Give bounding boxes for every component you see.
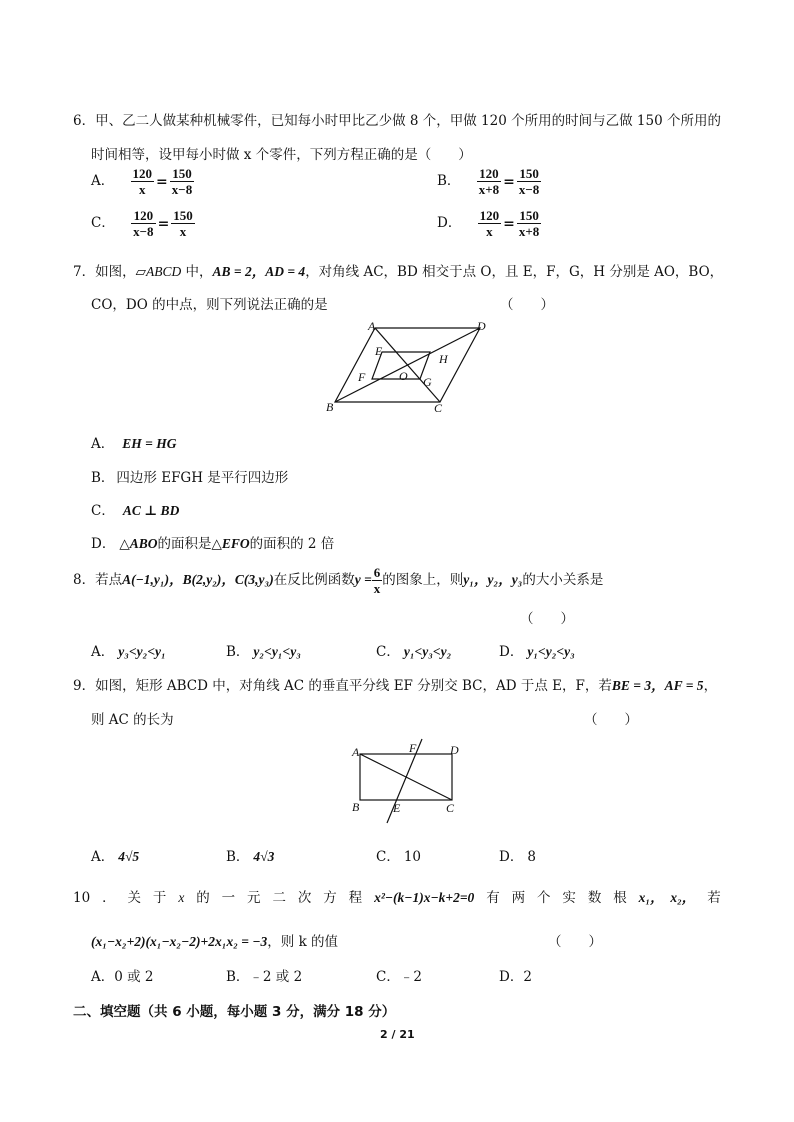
q6-line2: 时间相等，设甲每小时做 x 个零件，下列方程正确的是（ ） [91,147,472,163]
q9-option-a[interactable]: A． 4√5 [91,849,140,865]
q6-option-c[interactable]: C． $\frac{120}{x-8}$ = $\frac{150}{x}$ [91,208,193,239]
label-C: C [446,801,455,815]
label-D: D [477,319,486,333]
label-C: C [434,401,443,415]
q7-line1: 7．如图，▱ABCD 中，AB = 2，AD = 4，对角线 AC，BD 相交于点 O，且 E，F，G，H 分别是 AO，BO， [73,264,724,280]
label-B: B [326,400,334,414]
q7-condition: AB = 2，AD = 4 [212,264,306,279]
fraction: $\frac{120}{x-8}$ [133,208,154,239]
q7-option-c[interactable]: C． AC ⊥ BD [91,503,180,519]
option-label: C． [91,215,115,231]
q8-line1: 8．若点A(−1,y₁)，B(2,y₂)，C(3,y₃)在反比例函数y = $\frac{6}{x}$ 的图象上，则y₁，y₂，y₃的大小关系是 [73,565,604,596]
section-title: 二、填空题（共 6 小题，每小题 3 分，满分 18 分） [73,1004,396,1020]
label-H: H [439,352,448,366]
q10-option-c[interactable]: C．﹣2 [376,969,422,985]
fraction: $\frac{6}{x}$ [373,565,381,596]
q9-option-b[interactable]: B． 4√3 [226,849,275,865]
q10-line2: (x₁−x₂+2)(x₁−x₂−2)+2x₁x₂ = −3，则 k 的值 [91,934,339,950]
q8-option-d[interactable]: D． y₁<y₂<y₃ [499,644,575,660]
label-E: E [375,344,383,358]
label-B: B [352,800,360,814]
q9-line1: 9．如图，矩形 ABCD 中，对角线 AC 的垂直平分线 EF 分别交 BC，AD 于点 E，F，若BE = 3，AF = 5， [73,678,718,694]
q8-points: A(−1,y₁)，B(2,y₂)，C(3,y₃) [122,572,274,587]
fraction: $\frac{120}{x+8}$ [478,166,500,197]
q9-option-c[interactable]: C． 10 [376,849,422,865]
q9-option-d[interactable]: D． 8 [499,849,536,865]
q7-line2: CO，DO 的中点，则下列说法正确的是 [91,297,328,313]
label-D: D [450,743,459,757]
q6-option-d[interactable]: D． $\frac{120}{x}$ = $\frac{150}{x+8}$ [437,208,540,239]
q10-answer-paren: （ ） [548,934,602,950]
q10-option-b[interactable]: B．﹣2 或 2 [226,969,303,985]
label-F: F [358,370,366,384]
label-F: F [409,741,417,755]
fraction: $\frac{120}{x}$ [132,166,153,197]
q10-option-a[interactable]: A．0 或 2 [91,969,154,985]
q10-option-d[interactable]: D．2 [499,969,532,985]
q7-option-d[interactable]: D． △ABO的面积是△EFO的面积的 2 倍 [91,536,335,552]
q10-equation: x²−(k−1)x−k+2=0 [374,890,475,905]
q8-answer-paren: （ ） [520,611,574,627]
label-E: E [393,801,401,815]
q6-option-b[interactable]: B． $\frac{120}{x+8}$ = $\frac{150}{x-8}$ [437,166,540,197]
q6-line1: 6．甲、乙二人做某种机械零件，已知每小时甲比乙少做 8 个，甲做 120 个所用的时间与乙做 150 个所用的 [73,113,721,129]
parallelogram-symbol: ▱ABCD [135,264,182,279]
q9-answer-paren: （ ） [584,712,638,728]
label-O: O [399,369,408,383]
q7-parallelogram-figure [320,318,500,418]
fraction: $\frac{150}{x-8}$ [518,166,540,197]
q10-roots: x₁， x₂， [638,890,696,905]
q7-option-a[interactable]: A． EH = HG [91,436,177,452]
q6-option-a[interactable]: A． $\frac{120}{x}$ = $\frac{150}{x-8}$ [91,166,193,197]
q10-line1: 10 ． 关 于 x 的 一 元 二 次 方 程 x²−(k−1)x−k+2=0 有 两 个 实 数 根 x₁， x₂， 若 [73,890,721,906]
fraction: $\frac{120}{x}$ [479,208,500,239]
label-A: A [368,319,376,333]
page-number: 2 / 21 [380,1028,415,1041]
q9-line2: 则 AC 的长为 [91,712,174,728]
label-G: G [423,375,432,389]
fraction: $\frac{150}{x-8}$ [171,166,193,197]
label-A: A [352,745,360,759]
option-label: A． [91,173,115,189]
q10-condition: (x₁−x₂+2)(x₁−x₂−2)+2x₁x₂ = −3 [91,934,268,949]
q7-answer-paren: （ ） [500,297,554,313]
option-label: B． [437,173,461,189]
diagonal-bd [335,328,480,402]
q9-rectangle-figure [345,737,470,829]
q9-condition: BE = 3，AF = 5 [611,678,704,693]
q8-option-c[interactable]: C． y₁<y₃<y₂ [376,644,452,660]
fraction: $\frac{150}{x}$ [173,208,193,239]
q7-option-b[interactable]: B． 四边形 EFGH 是平行四边形 [91,470,289,486]
fraction: $\frac{150}{x+8}$ [518,208,540,239]
option-label: D． [437,215,462,231]
q8-option-a[interactable]: A． y₃<y₂<y₁ [91,644,166,660]
q8-option-b[interactable]: B． y₂<y₁<y₃ [226,644,301,660]
